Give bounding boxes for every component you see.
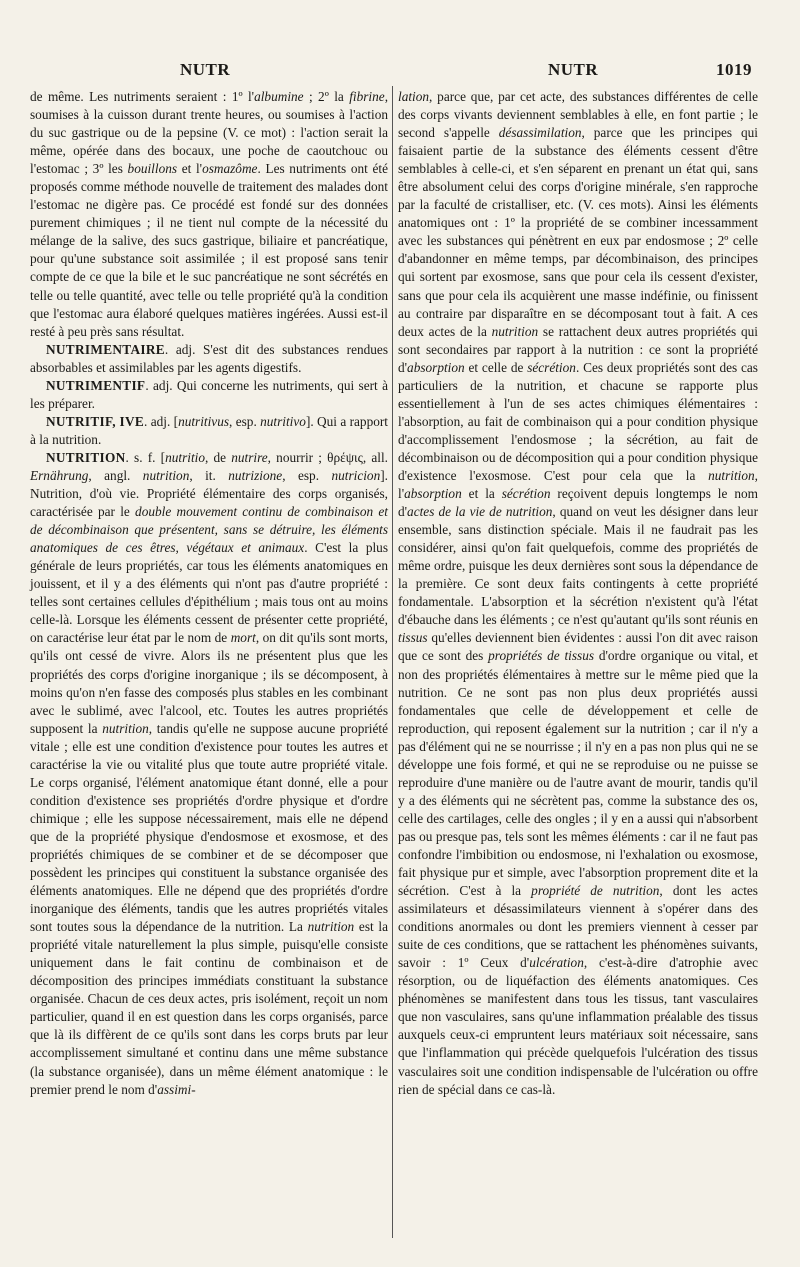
running-head — [0, 60, 800, 84]
column-divider — [392, 86, 393, 1238]
headword: NUTRITIF, IVE — [46, 413, 145, 429]
entry-nutrimentaire: NUTRIMENTAIRE. adj. S'est dit des substances rendues absorbables et assimilables par les agents digestifs. — [30, 341, 388, 375]
headword: NUTRIMENTAIRE — [46, 341, 165, 357]
entry-nutrition: NUTRITION. s. f. [nutritio, de nutrire, nourrir ; θρέψις, all. Ernährung, angl. nutrition, it. nutrizione, esp. nutricion]. Nutrition, d'où vie. Propriété élémentaire des corps organisés, caractérisée par le double mouvement continu de combinaison et de décombinaison que présentent, sans se détruire, les éléments anatomiques de ces êtres, végétaux et animaux. C'est la plus générale de leurs propriétés, car tous les éléments anatomiques en jouissent, et il y a des éléments qui n'ont pas d'autre propriété : telles sont certaines cellules d'épithélium ; mais tous ont au moins celle-là. Lorsque les éléments cessent de présenter cette propriété, on caractérise leur état par le nom de mort, on dit qu'ils sont morts, qu'ils ont cessé de vivre. Alors ils ne présentent plus que les propriétés des corps d'origine inorganique ; ils se décomposent, à moins qu'on n'en fasse des composés plus stables en les combinant avec le sublimé, avec l'alcool, etc. Toutes les autres propriétés supposent la nutrition, tandis qu'elle ne suppose aucune propriété vitale ; elle est une condition d'existence pour toutes les autres et caractérise la vie ou vitalité plus que toute autre propriété vitale. Le corps organisé, l'élément anatomique étant donné, elle a pour condition d'existence ses propriétés d'ordre physique et d'ordre chimique ; elle les suppose nécessairement, mais elle ne dépend que de la propriété physique d'endosmose et exosmose, et des propriétés chimiques de se combiner et de se décomposer que possèdent les principes qui constituent la substance organisée des éléments anatomiques. Elle ne dépend que des propriétés d'ordre inorganique des éléments, tandis que les autres propriétés vitales sont toutes sous la dépendance de la nutrition. La nutrition est la propriété vitale naturellement la plus simple, puisqu'elle consiste uniquement dans le fait continu de combinaison et de décomposition des principes immédiats constituant la substance organisée. Chacun de ces deux actes, pris isolément, reçoit un nom particulier, quand il en est question dans les corps organisés, parce que là ils diffèrent de ce qu'ils sont dans les corps bruts par leur accomplissement simultané et continu dans une même substance (la substance organisée), dans un même élément anatomique : le premier prend le nom d'assimi- — [30, 449, 389, 1097]
right-column — [398, 88, 758, 1099]
entry-nutrimentif: NUTRIMENTIF. adj. Qui concerne les nutriments, qui sert à les préparer. — [30, 377, 388, 411]
running-head-right: NUTR — [548, 60, 599, 79]
nutrition-continuation: lation, parce que, par cet acte, des substances différentes de celle des corps vivants deviennent semblables à elle, en font partie ; le second s'appelle désassimilation, parce que les principes qui faisaient partie de la substance des éléments cessent d'être semblables à celle-ci, et s'en séparent en prenant un état qui, sans être absolument celui des corps d'origine minérale, s'en rapproche par la faculté de cristalliser, etc. (V. ces mots). Ainsi les éléments anatomiques ont : 1º la propriété de se combiner incessamment avec les substances qui pénètrent en eux par endosmose ; 2º celle d'abandonner en même temps, par décombinaison, des principes qui sortent par exosmose, sans que pour cela ils cessent d'exister, sans que pour cela ils acquièrent une masse indéfinie, ou finissent au contraire par disparaître en se décomposant tout à fait. A ces deux actes de la nutrition se rattachent deux autres propriétés qui sont secondaires par rapport à la nutrition : ce sont la propriété d'absorption et celle de sécrétion. Ces deux propriétés sont des cas particuliers de la nutrition, et chacune se rapporte plus essentiellement à l'un de ses actes chimiques élémentaires : l'absorption, au fait de combinaison qui a pour condition physique d'accomplissement l'endosmose ; la sécrétion, au fait de décombinaison ou de décomposition qui a pour condition physique d'existence l'exosmose. C'est pour cela que la nutrition, l'absorption et la sécrétion reçoivent depuis longtemps le nom d'actes de la vie de nutrition, quand on veut les désigner dans leur ensemble, sans distinction spéciale. Mais il ne faudrait pas les considérer, ainsi qu'on fait quelquefois, comme des propriétés de même ordre, puisque les deux dernières sont sous la dépendance de la première. Ce sont deux faits contingents à cette propriété fondamentale. L'absorption et la sécrétion n'existent qu'à l'état d'ébauche dans les éléments ; ce n'est qu'autant qu'ils sont réunis en tissus qu'elles deviennent bien évidentes : aussi l'on dit avec raison que ce sont des propriétés de tissus d'ordre organique ou vital, et non des propriétés élémentaires à mettre sur le même pied que la nutrition. Ce ne sont pas non plus deux propriétés aussi fondamentales que celle de développement et celle de reproduction, qui reposent également sur la nutrition ; car il n'y a pas d'élément qui ne se nourrisse ; il n'y en a pas non plus qui ne se développe une fois formé, et qui ne se reproduise ou ne puisse se reproduire d'une manière ou de l'autre avant de mourir, tandis qu'il y a des éléments qui ne sécrètent pas, comme la substance des os, celle des cartilages, celle des ongles ; il y en a aussi qui n'absorbent pas ou presque pas, tels sont les mêmes éléments : car il ne faut pas confondre l'imbibition ou endosmose, ni l'exhalation ou exosmose, fait physique pur et simple, avec l'absorption proprement dite et la sécrétion. C'est à la propriété de nutrition, dont les actes assimilateurs et désassimilateurs viennent à s'opérer dans des conditions anormales ou dont les premiers viennent à cesser par suite de ces conditions, que se rattachent les phénomènes suivants, savoir : 1º Ceux d'ulcération, c'est-à-dire d'atrophie avec résorption, ou de liquéfaction des éléments anatomiques. Ces phénomènes se manifestent dans tous les tissus, tant vasculaires que non vasculaires, sans qu'une inflammation préalable des tissus auxquels ceux-ci empruntent leurs matériaux soit nécessaire, sans que l'inflammation qui précède quelquefois l'ulcération des tissus vasculaires soit une condition indispensable de l'ulcération ou offre rien de spécial dans ce cas-là. — [398, 89, 758, 1097]
headword: NUTRITION — [46, 449, 126, 465]
entry-nutritif: NUTRITIF, IVE. adj. [nutritivus, esp. nutritivo]. Qui a rapport à la nutrition. — [30, 413, 388, 447]
left-column — [30, 88, 388, 1099]
headword: NUTRIMENTIF — [46, 377, 146, 393]
running-head-left: NUTR — [180, 60, 231, 79]
page-number: 1019 — [716, 60, 752, 79]
continuation-paragraph: de même. Les nutriments seraient : 1º l'albumine ; 2º la fibrine, soumises à la cuisson durant trente heures, ou soumises à l'action du suc gastrique ou de la pepsine (V. ce mot) : l'action serait la même, opérée dans des bocaux, une poche de caoutchouc ou l'estomac ; 3º les bouillons et l'osmazôme. Les nutriments ont été proposés comme méthode nouvelle de traitement des malades dont l'estomac ne digère pas. Ce procédé est fondé sur des données purement chimiques ; il ne tient nul compte de la nécessité du mélange de la salive, des sucs gastrique, biliaire et pancréatique, pour qu'une substance soit assimilée ; il est proposé sans tenir compte de ce que la bile et le suc pancréatique ne sont sécrétés en telle ou telle quantité, avec telle ou telle propriété qu'à la condition que l'estomac aura élaboré quelques matières ingérées. Aussi est-il resté à peu près sans résultat. — [30, 89, 389, 339]
